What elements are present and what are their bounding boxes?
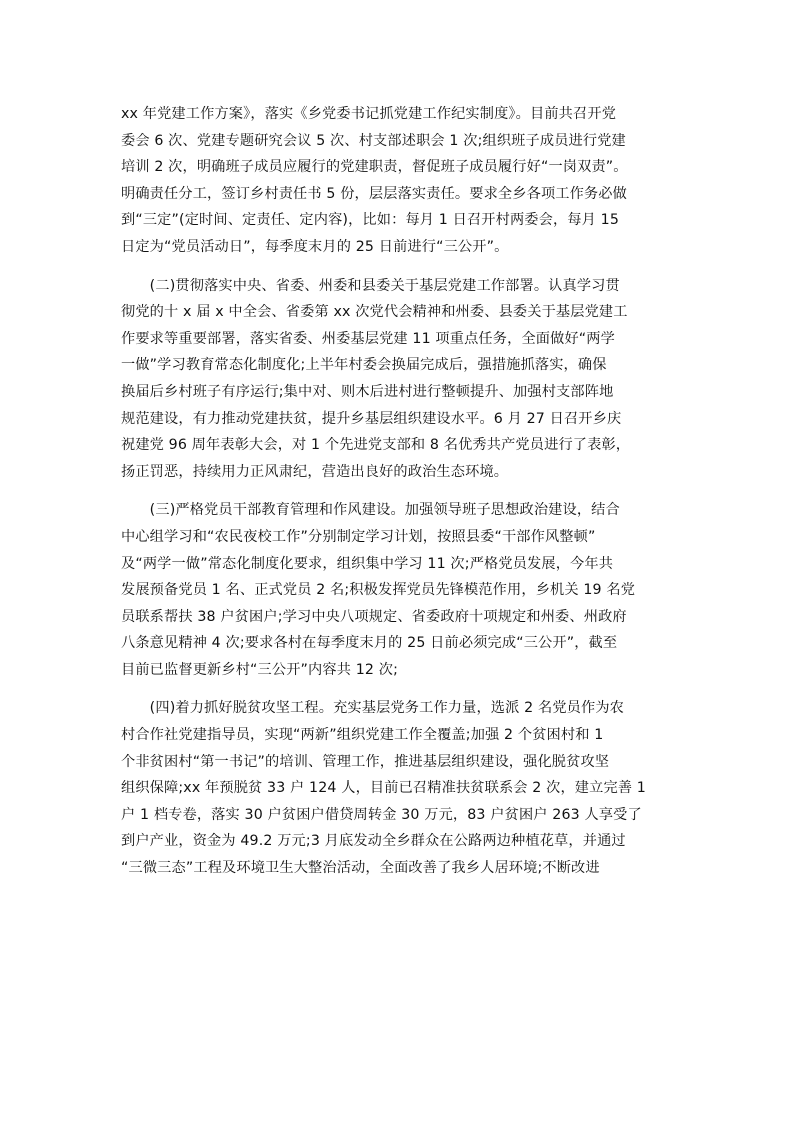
document-body [121, 101, 681, 894]
text-line: 换届后乡村班子有序运行;集中对、则木后进村进行整顿提升、加强村支部阵地 [121, 383, 614, 400]
text-line: 户 1 档专卷，落实 30 户贫困户借贷周转金 30 万元，83 户贫困户 263 人享受了 [121, 806, 642, 823]
text-line: 发展预备党员 1 名、正式党员 2 名;积极发挥党员先锋模范作用，乡机关 19 名党 [121, 582, 636, 599]
text-line: xx 年党建工作方案》，落实《乡党委书记抓党建工作纪实制度》。目前共召开党 [121, 106, 617, 122]
paragraph-4 [121, 695, 681, 881]
text-line: 扬正罚恶，持续用力正风肃纪，营造出良好的政治生态环境。 [121, 463, 509, 480]
text-line: 组织保障;xx 年预脱贫 33 户 124 人，目前已召精准扶贫联系会 2 次，建立完善 1 [121, 780, 646, 797]
text-line: 日定为“党员活动日”，每季度末月的 25 日前进行“三公开”。 [121, 238, 509, 255]
text-line: 一做”学习教育常态化制度化;上半年村委会换届完成后，强措施抓落实，确保 [121, 357, 607, 374]
text-line: 个非贫困村“第一书记”的培训、管理工作，推进基层组织建设，强化脱贫攻坚 [121, 753, 610, 770]
text-line: 员联系帮扶 38 户贫困户;学习中央八项规定、省委政府十项规定和州委、州政府 [121, 608, 627, 625]
text-line: 规范建设，有力推动党建扶贫，提升乡基层组织建设水平。6 月 27 日召开乡庆 [121, 410, 622, 427]
text-line: 培训 2 次，明确班子成员应履行的党建职责，督促班子成员履行好“一岗双责”。 [121, 159, 628, 176]
text-line: 八条意见精神 4 次;要求各村在每季度末月的 25 日前必须完成“三公开”，截至 [121, 635, 618, 652]
text-line: 明确责任分工，签订乡村责任书 5 份，层层落实责任。要求全乡各项工作务必做 [121, 185, 627, 202]
text-line: 中心组学习和“农民夜校工作”分别制定学习计划，按照县委“干部作风整顿” [121, 528, 596, 545]
text-line: 及“两学一做”常态化制度化要求，组织集中学习 11 次;严格党员发展，今年共 [121, 555, 614, 572]
text-line: “三微三态”工程及环境卫生大整治活动，全面改善了我乡人居环境;不断改进 [121, 860, 600, 877]
paragraph-2 [121, 273, 681, 486]
text-line: 祝建党 96 周年表彰大会，对 1 个先进党支部和 8 名优秀共产党员进行了表彰， [121, 437, 631, 454]
text-line: (二)贯彻落实中央、省委、州委和县委关于基层党建工作部署。认真学习贯 [121, 277, 620, 294]
text-line: 到“三定”(定时间、定责任、定内容)，比如：每月 1 日召开村两委会，每月 15 [121, 212, 620, 229]
text-line: 作要求等重要部署，落实省委、州委基层党建 11 项重点任务，全面做好“两学 [121, 330, 615, 347]
paragraph-1 [121, 101, 681, 261]
text-line: 目前已监督更新乡村“三公开”内容共 12 次; [121, 661, 399, 678]
text-line: 委会 6 次、党建专题研究会议 5 次、村支部述职会 1 次;组织班子成员进行党建 [121, 132, 626, 149]
paragraph-3 [121, 497, 681, 683]
text-line: 彻党的十 x 届 x 中全会、省委第 xx 次党代会精神和州委、县委关于基层党建工 [121, 304, 628, 321]
text-line: (四)着力抓好脱贫攻坚工程。充实基层党务工作力量，选派 2 名党员作为农 [121, 700, 625, 717]
text-line: (三)严格党员干部教育管理和作风建设。加强领导班子思想政治建设，结合 [121, 502, 620, 519]
text-line: 到户产业，资金为 49.2 万元;3 月底发动全乡群众在公路两边种植花草，并通过 [121, 833, 626, 850]
text-line: 村合作社党建指导员，实现“两新”组织党建工作全覆盖;加强 2 个贫困村和 1 [121, 727, 604, 744]
